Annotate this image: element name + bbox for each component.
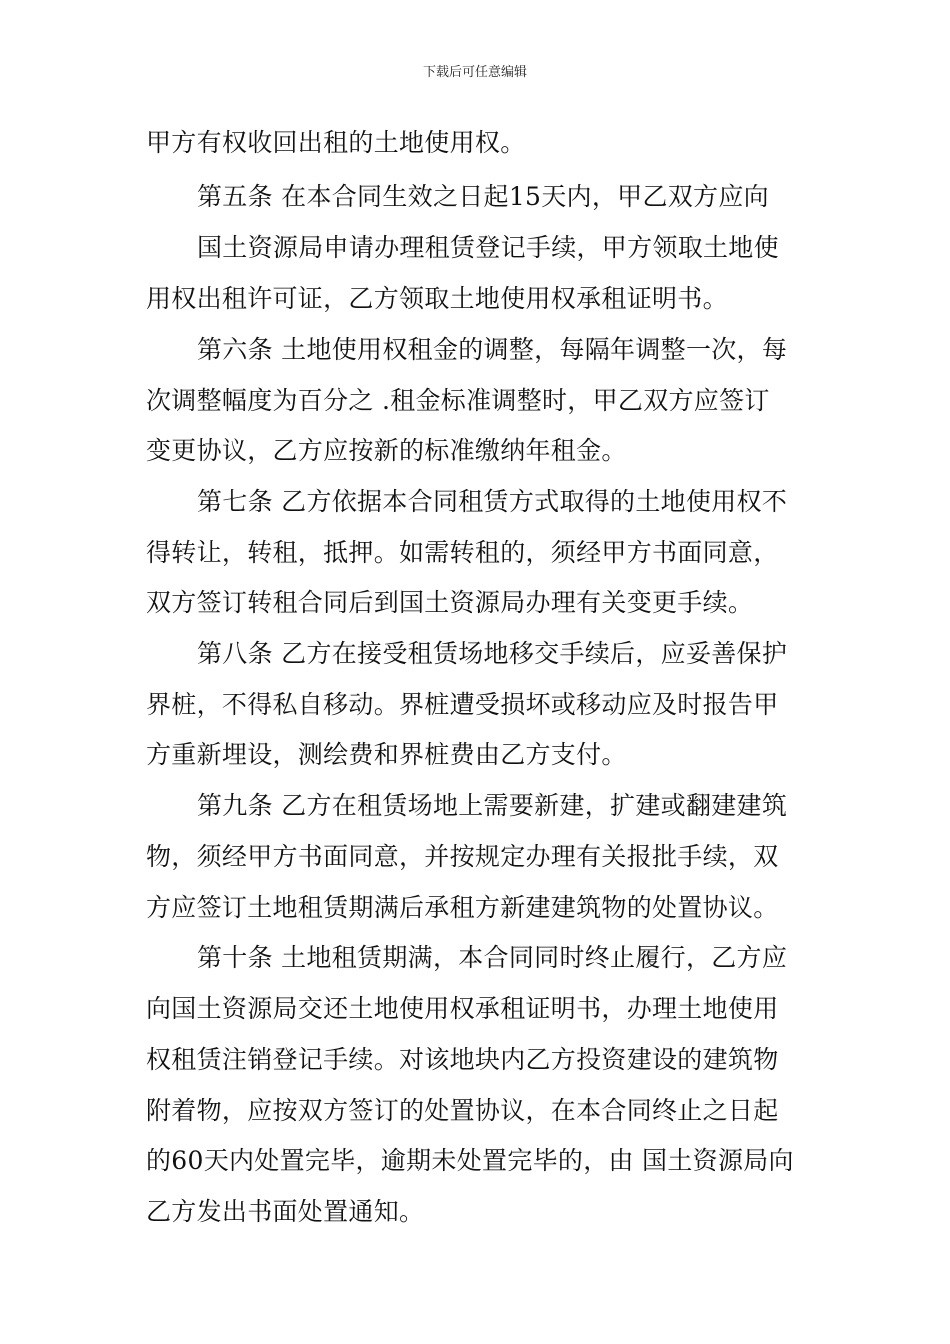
text-line: 附着物，应按双方签订的处置协议，在本合同终止之日起 — [146, 1096, 779, 1125]
text-line: 得转让，转租，抵押。如需转租的，须经甲方书面同意， — [146, 538, 779, 567]
text-line: 第七条 乙方依据本合同租赁方式取得的土地使用权不 — [197, 487, 788, 516]
text-line: 第八条 乙方在接受租赁场地移交手续后，应妥善保护 — [197, 639, 788, 668]
text-line: 权租赁注销登记手续。对该地块内乙方投资建设的建筑物 — [146, 1045, 779, 1074]
text-line: 乙方发出书面处置通知。 — [146, 1197, 425, 1226]
text-line: 第五条 在本合同生效之日起15天内，甲乙双方应向 — [197, 182, 769, 211]
text-line: 第十条 土地租赁期满，本合同同时终止履行，乙方应 — [197, 943, 788, 972]
text-line: 向国土资源局交还土地使用权承租证明书，办理土地使用 — [146, 994, 779, 1023]
text-line: 方应签订土地租赁期满后承租方新建建筑物的处置协议。 — [146, 893, 779, 922]
text-line: 第六条 土地使用权租金的调整，每隔年调整一次，每 — [197, 335, 788, 364]
text-line: 第九条 乙方在租赁场地上需要新建，扩建或翻建建筑 — [197, 791, 788, 820]
text-line: 双方签订转租合同后到国土资源局办理有关变更手续。 — [146, 588, 754, 617]
text-line: 方重新埋设，测绘费和界桩费由乙方支付。 — [146, 740, 627, 769]
text-line: 用权出租许可证，乙方领取土地使用权承租证明书。 — [146, 284, 728, 313]
text-line: 的60天内处置完毕，逾期未处置完毕的，由 国土资源局向 — [146, 1146, 794, 1175]
page-header-note: 下载后可任意编辑 — [422, 65, 527, 80]
text-line: 国土资源局申请办理租赁登记手续，甲方领取土地使 — [197, 233, 779, 262]
text-line: 次调整幅度为百分之 .租金标准调整时，甲乙双方应签订 — [146, 386, 770, 415]
text-line: 物，须经甲方书面同意，并按规定办理有关报批手续，双 — [146, 842, 779, 871]
text-line: 界桩，不得私自移动。界桩遭受损坏或移动应及时报告甲 — [146, 690, 779, 719]
text-line: 甲方有权收回出租的土地使用权。 — [146, 128, 526, 157]
text-line: 变更协议，乙方应按新的标准缴纳年租金。 — [146, 436, 627, 465]
